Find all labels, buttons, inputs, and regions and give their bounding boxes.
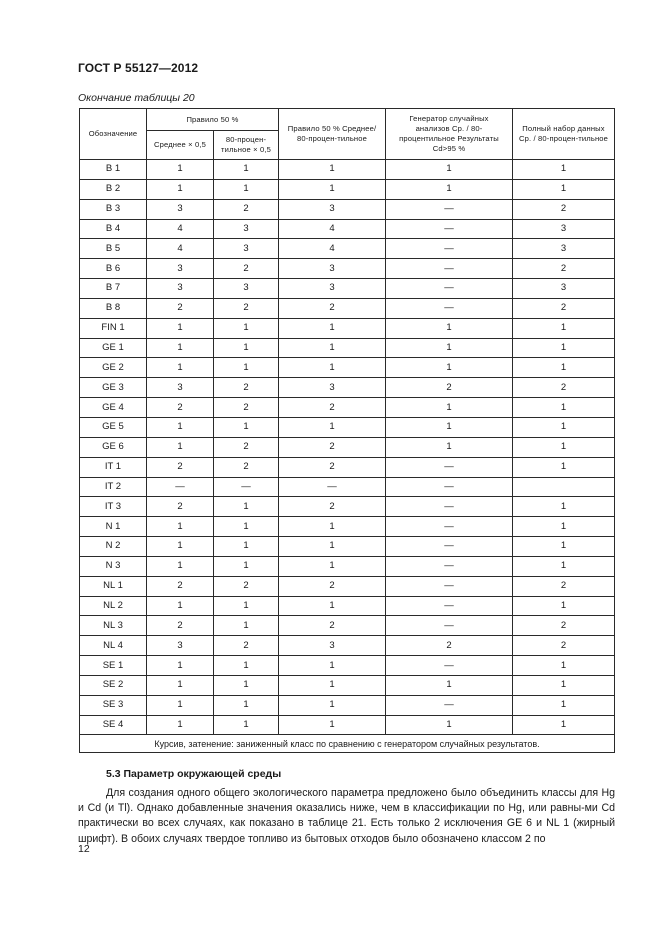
table-cell: 2: [214, 636, 279, 656]
table-row: [80, 497, 615, 517]
table-cell: 1: [214, 358, 279, 378]
table-cell: 1: [214, 715, 279, 735]
table-cell: 1: [147, 160, 214, 180]
table-cell: 1: [147, 656, 214, 676]
table-cell: 1: [513, 318, 615, 338]
body-paragraph: [78, 786, 615, 847]
table-cell: 1: [279, 656, 386, 676]
table-cell: 1: [279, 537, 386, 557]
table-cell: —: [386, 239, 513, 259]
table-cell: 1: [513, 517, 615, 537]
table-cell: 2: [513, 298, 615, 318]
table-cell: 1: [513, 715, 615, 735]
table-cell: —: [386, 596, 513, 616]
table-cell: —: [386, 259, 513, 279]
table-cell: 2: [386, 636, 513, 656]
table-row: [80, 378, 615, 398]
table-cell: 1: [147, 338, 214, 358]
table-cell: 3: [513, 219, 615, 239]
table-cell: 2: [279, 457, 386, 477]
row-designation-cell: SE 1: [80, 656, 147, 676]
table-cell: 1: [386, 417, 513, 437]
table-cell: 2: [147, 616, 214, 636]
table-row: [80, 417, 615, 437]
table-body: [80, 160, 615, 735]
row-designation-cell: GE 4: [80, 398, 147, 418]
table-cell: —: [386, 477, 513, 497]
table-cell: 1: [386, 437, 513, 457]
row-designation-cell: GE 5: [80, 417, 147, 437]
table-cell: 1: [279, 338, 386, 358]
table-cell: 1: [147, 556, 214, 576]
row-designation-cell: B 3: [80, 199, 147, 219]
table-cell: 3: [513, 239, 615, 259]
row-designation-cell: N 1: [80, 517, 147, 537]
table-cell: 1: [147, 417, 214, 437]
table-cell: 3: [214, 279, 279, 299]
table-row: [80, 199, 615, 219]
table-cell: 3: [147, 259, 214, 279]
table-cell: 1: [279, 596, 386, 616]
table-cell: 3: [279, 378, 386, 398]
table-cell: 1: [386, 358, 513, 378]
table-row: [80, 517, 615, 537]
table-cell: 1: [214, 656, 279, 676]
table-cell: —: [386, 298, 513, 318]
table-cell: 1: [513, 596, 615, 616]
table-cell: 1: [386, 338, 513, 358]
table-row: [80, 338, 615, 358]
header-mean: Среднее × 0,5: [147, 131, 214, 160]
table-cell: 1: [147, 715, 214, 735]
table-cell: 2: [386, 378, 513, 398]
table-row: [80, 715, 615, 735]
table-cell: 1: [147, 596, 214, 616]
table-cell: —: [386, 616, 513, 636]
table-cell: 2: [279, 497, 386, 517]
table-row: [80, 259, 615, 279]
table-row: [80, 556, 615, 576]
row-designation-cell: B 5: [80, 239, 147, 259]
table-cell: 1: [214, 497, 279, 517]
table-cell: 3: [147, 378, 214, 398]
paragraph-text: Для создания одного общего экологического параметра предложено было объединить классы для Hg и Cd (и Tl). Однако добавленные значения оказались ниже, чем в классификации по Hg, или равны-ми Cd практически во всех случаях, как показано в таблице 21. Есть только 2 исключения GE 6 и NL 1 (жирный шрифт). В обоих случаях твердое топливо из бытовых отходов было обозначено классом 2 по: [78, 787, 615, 845]
table-footer: [80, 735, 615, 753]
table-cell: 1: [279, 417, 386, 437]
table-cell: 1: [147, 358, 214, 378]
table-row: [80, 616, 615, 636]
row-designation-cell: B 7: [80, 279, 147, 299]
table-cell: 1: [214, 179, 279, 199]
page-number: 12: [78, 843, 90, 855]
table-cell: 4: [147, 239, 214, 259]
row-designation-cell: B 1: [80, 160, 147, 180]
table-cell: 1: [279, 517, 386, 537]
table-cell: —: [386, 517, 513, 537]
table-note: Курсив, затенение: заниженный класс по сравнению с генератором случайных результатов.: [80, 735, 615, 753]
table-cell: 1: [513, 417, 615, 437]
table-cell: 1: [279, 318, 386, 338]
table-cell: 2: [214, 437, 279, 457]
header-random-generator: Генератор случайных анализов Ср. / 80-процентильное Результаты Cd>95 %: [386, 109, 513, 160]
row-designation-cell: B 2: [80, 179, 147, 199]
table-cell: 1: [513, 358, 615, 378]
table-row: [80, 279, 615, 299]
table-row: [80, 596, 615, 616]
table-cell: 2: [513, 616, 615, 636]
table-cell: 1: [386, 160, 513, 180]
table-cell: 3: [279, 636, 386, 656]
row-designation-cell: B 4: [80, 219, 147, 239]
section-title: 5.3 Параметр окружающей среды: [106, 768, 282, 780]
table-cell: 1: [214, 675, 279, 695]
table-cell: 2: [513, 199, 615, 219]
table-cell: 1: [279, 556, 386, 576]
table-cell: 2: [214, 398, 279, 418]
row-designation-cell: N 2: [80, 537, 147, 557]
table-cell: 1: [513, 675, 615, 695]
table-cell: 2: [214, 457, 279, 477]
table-cell: 1: [147, 437, 214, 457]
table-cell: 3: [214, 239, 279, 259]
table-cell: 1: [214, 318, 279, 338]
table-cell: 2: [279, 616, 386, 636]
table-cell: 1: [279, 160, 386, 180]
row-designation-cell: GE 6: [80, 437, 147, 457]
table-row: [80, 537, 615, 557]
table-cell: 2: [214, 199, 279, 219]
table-cell: 1: [279, 358, 386, 378]
table-cell: 2: [279, 298, 386, 318]
table-cell: 1: [513, 160, 615, 180]
table-cell: 1: [386, 318, 513, 338]
table-cell: 1: [279, 179, 386, 199]
row-designation-cell: SE 2: [80, 675, 147, 695]
table-cell: 3: [214, 219, 279, 239]
table-cell: 2: [513, 259, 615, 279]
table-cell: 1: [214, 695, 279, 715]
table-cell: —: [386, 497, 513, 517]
table-cell: 2: [513, 576, 615, 596]
table-cell: 2: [147, 497, 214, 517]
table-cell: 4: [279, 239, 386, 259]
table-row: [80, 576, 615, 596]
table-cell: 1: [513, 556, 615, 576]
table-row: [80, 298, 615, 318]
table-cell: 1: [279, 675, 386, 695]
table-cell: 1: [214, 338, 279, 358]
table-cell: 1: [513, 457, 615, 477]
header-80-percentile: 80-процен-тильное × 0,5: [214, 131, 279, 160]
table-row: [80, 636, 615, 656]
row-designation-cell: NL 4: [80, 636, 147, 656]
table-cell: 2: [214, 259, 279, 279]
table-cell: 1: [513, 437, 615, 457]
table-cell: —: [386, 457, 513, 477]
header-designation: Обозначение: [80, 109, 147, 160]
table-cell: 3: [279, 279, 386, 299]
table-cell: 2: [147, 457, 214, 477]
table-cell: [513, 477, 615, 497]
table-cell: 1: [513, 338, 615, 358]
table-cell: 3: [147, 636, 214, 656]
table-row: [80, 477, 615, 497]
header-full-dataset: Полный набор данных Ср. / 80-процен-тильное: [513, 109, 615, 160]
table-cell: 3: [279, 259, 386, 279]
row-designation-cell: IT 1: [80, 457, 147, 477]
row-designation-cell: GE 3: [80, 378, 147, 398]
table-cell: 4: [279, 219, 386, 239]
table-cell: 3: [513, 279, 615, 299]
table-row: [80, 239, 615, 259]
table-cell: —: [386, 199, 513, 219]
row-designation-cell: NL 2: [80, 596, 147, 616]
row-designation-cell: GE 2: [80, 358, 147, 378]
table-cell: 1: [147, 318, 214, 338]
table-cell: —: [386, 576, 513, 596]
table-cell: 4: [147, 219, 214, 239]
table-cell: 1: [513, 179, 615, 199]
row-designation-cell: FIN 1: [80, 318, 147, 338]
table-cell: —: [386, 279, 513, 299]
table-cell: 1: [279, 715, 386, 735]
table-cell: 1: [214, 556, 279, 576]
table-cell: 2: [147, 576, 214, 596]
table-cell: 1: [386, 398, 513, 418]
row-designation-cell: IT 3: [80, 497, 147, 517]
table-cell: 1: [214, 616, 279, 636]
table-row: [80, 179, 615, 199]
table-cell: 1: [513, 656, 615, 676]
table-cell: 1: [147, 675, 214, 695]
table-cell: —: [386, 537, 513, 557]
table-cell: 2: [513, 636, 615, 656]
table-cell: 1: [214, 596, 279, 616]
table-row: [80, 318, 615, 338]
header-rule-50-mean-80: Правило 50 % Среднее/ 80-процен-тильное: [279, 109, 386, 160]
row-designation-cell: SE 4: [80, 715, 147, 735]
row-designation-cell: B 8: [80, 298, 147, 318]
table-cell: 1: [214, 537, 279, 557]
table-cell: 1: [513, 497, 615, 517]
table-cell: 1: [279, 695, 386, 715]
table-row: [80, 358, 615, 378]
table-cell: 3: [147, 199, 214, 219]
table-cell: —: [386, 656, 513, 676]
table-cell: 2: [214, 378, 279, 398]
row-designation-cell: IT 2: [80, 477, 147, 497]
table-row: [80, 219, 615, 239]
table-cell: —: [386, 219, 513, 239]
table-cell: 3: [147, 279, 214, 299]
table-row: [80, 160, 615, 180]
row-designation-cell: N 3: [80, 556, 147, 576]
table-cell: 2: [214, 576, 279, 596]
table-cell: 2: [147, 298, 214, 318]
table-cell: 1: [214, 417, 279, 437]
table-row: [80, 457, 615, 477]
table-cell: 1: [513, 537, 615, 557]
table-cell: 2: [279, 437, 386, 457]
table-row: [80, 695, 615, 715]
table-cell: 1: [513, 695, 615, 715]
row-designation-cell: B 6: [80, 259, 147, 279]
table-cell: —: [214, 477, 279, 497]
header-rule-50: Правило 50 %: [147, 109, 279, 131]
table-cell: —: [279, 477, 386, 497]
table-cell: —: [386, 695, 513, 715]
table-cell: 3: [279, 199, 386, 219]
table-cell: —: [386, 556, 513, 576]
table-cell: 2: [513, 378, 615, 398]
row-designation-cell: NL 1: [80, 576, 147, 596]
row-designation-cell: GE 1: [80, 338, 147, 358]
table-row: [80, 437, 615, 457]
table-caption: Окончание таблицы 20: [78, 92, 195, 104]
table-cell: 2: [279, 398, 386, 418]
table-cell: 2: [279, 576, 386, 596]
row-designation-cell: SE 3: [80, 695, 147, 715]
table-cell: 1: [147, 537, 214, 557]
row-designation-cell: NL 3: [80, 616, 147, 636]
table-cell: 1: [147, 517, 214, 537]
document-header: ГОСТ Р 55127—2012: [78, 61, 199, 75]
table-cell: 2: [147, 398, 214, 418]
table-cell: 2: [214, 298, 279, 318]
table-header: [80, 109, 615, 160]
table-cell: 1: [513, 398, 615, 418]
table-cell: 1: [147, 695, 214, 715]
table-cell: 1: [214, 517, 279, 537]
table-cell: 1: [147, 179, 214, 199]
data-table: [79, 108, 615, 753]
table-cell: 1: [386, 715, 513, 735]
table-cell: 1: [386, 179, 513, 199]
table-row: [80, 675, 615, 695]
table-cell: 1: [214, 160, 279, 180]
table-row: [80, 656, 615, 676]
table-cell: 1: [386, 675, 513, 695]
table-cell: —: [147, 477, 214, 497]
table-row: [80, 398, 615, 418]
